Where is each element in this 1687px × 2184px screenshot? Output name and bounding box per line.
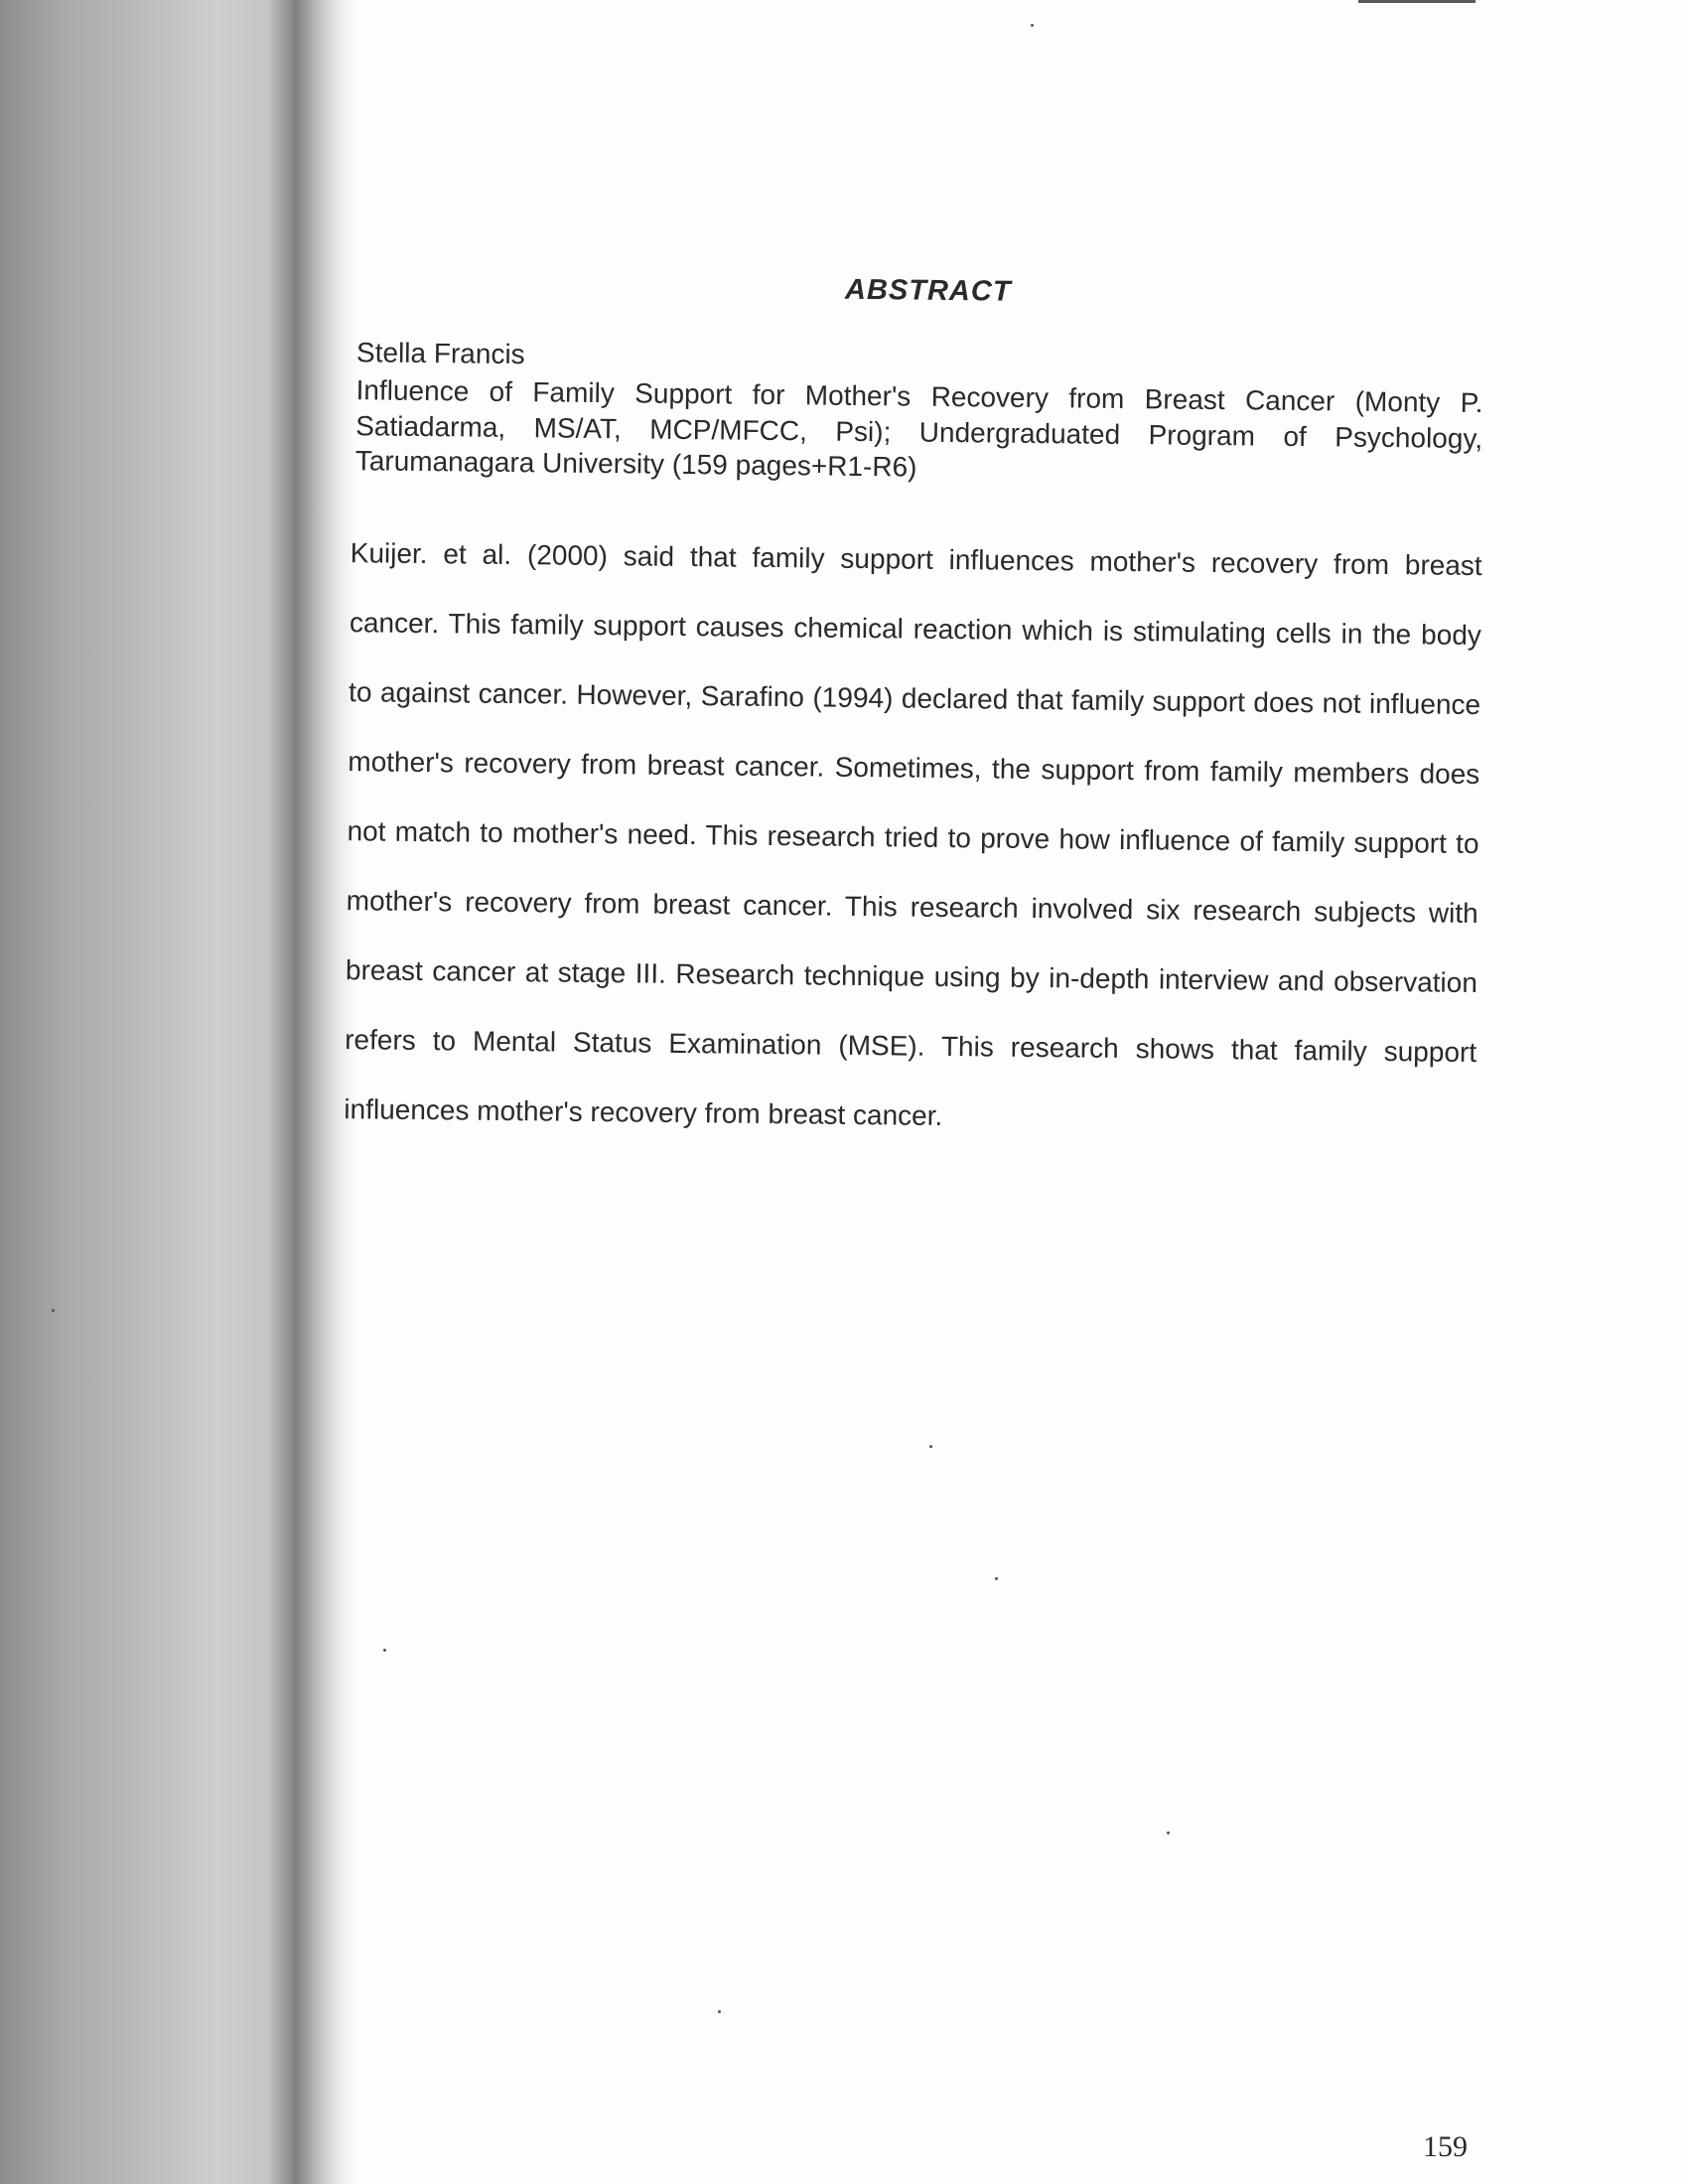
scan-speck [929,1445,932,1448]
scan-speck [1031,24,1034,27]
scan-speck [995,1577,998,1580]
page-number: 159 [1423,2130,1468,2163]
scan-edge-mark [1358,0,1476,3]
abstract-heading: ABSTRACT [844,273,1012,308]
scan-speck [383,1649,386,1652]
scan-speck [52,1309,55,1312]
author-name: Stella Francis [355,337,525,370]
abstract-content [328,268,1499,1157]
thesis-citation: Influence of Family Support for Mother's Recovery from Breast Cancer (Monty P. Satiadarma, MS/AT, MCP/MFCC, Psi); Undergraduated Program of Psychology, Tarumanagara University (159 pages+R1-R6) [354,374,1483,483]
scan-speck [718,2010,721,2013]
scan-speck [1167,1831,1170,1834]
abstract-body: Kuijer. et al. (2000) said that family support influences mother's recovery from breast cancer. This family support causes chemical reaction which is stimulating cells in the body to against cancer. However, Sarafino (1994) declared that family support does not influence mother's recovery from breast cancer. Sometimes, the support from family members does not match to mother's need. This research tried to prove how influence of family support to mother's recovery from breast cancer. This research involved six research subjects with breast cancer at stage III. Research technique using by in-depth interview and observation refers to Mental Status Examination (MSE). This research shows that family support influences mother's recovery from breast cancer. [344,536,1482,1131]
book-gutter-shadow [0,0,357,2184]
